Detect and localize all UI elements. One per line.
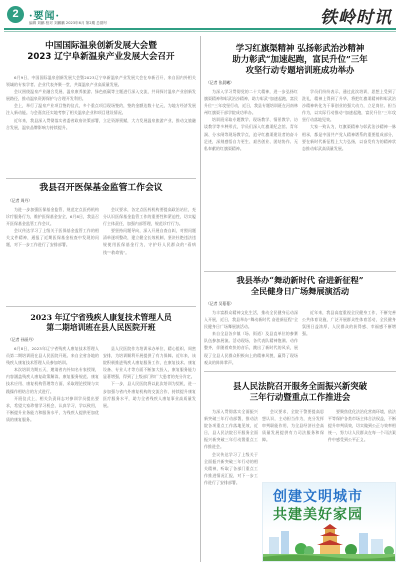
paragraph: 下一步，县人民医院将以此次培训为契机，进一步加强与省内外康复机构的交流合作，持续提升康复医疗服务水平，助力全省残疾人康复事业高质量发展。 xyxy=(103,381,196,408)
paragraph: 会议要求，全院干警要提高思想认识，主动担当作为，充分发挥审判职能作用，为全县经济社会高质量发展提供有力司法服务和保障。 xyxy=(262,409,324,443)
headline-line-3: 攻坚行动专题培训班成功举办 xyxy=(245,64,355,75)
paragraph: 培训班采取专题教学、现场教学、情景教学、访谈教学等多种形式，学员们深入红旗渠纪念馆、青年洞、分水闸等现场教学点，追寻红旗渠建设者的奋斗足迹，深刻感悟自力更生、艰苦创业、团结协作、无私奉献的红旗渠精神。 xyxy=(204,117,298,151)
newspaper-masthead: 铁岭时讯 xyxy=(320,8,392,28)
paragraph: 要坚持问题导向，深入开展自查自纠，对照问题清单逐项整改，建立健全长效机制，坚决杜绝违法违规使用医保基金行为，守护好人民群众的“看病钱”“救命钱”。 xyxy=(103,228,196,255)
headline-line-1: 学习红旗渠精神 弘扬彰武治沙精神 xyxy=(235,43,365,53)
ad-cityscape-illustration xyxy=(263,523,396,562)
article-separator xyxy=(6,306,196,307)
article-body-court-col3 xyxy=(328,408,396,480)
section-title: ·要闻· xyxy=(29,11,60,22)
headline-line-1: 我县举办“舞动新时代 奋进新征程” xyxy=(236,275,364,285)
paragraph: 为丰富群众精神文化生活，推动全民健身运动深入开展，近日，我县举办“舞动新时代 奋进新征程”全民健身日广场舞展演活动。 xyxy=(204,310,298,330)
headline-line-2: 助力彰武“加速起跑，富民升位”三年 xyxy=(232,53,368,64)
headline-line-2: 第二期培训班在县人民医院开班 xyxy=(46,322,156,332)
article-body-court-col1 xyxy=(204,408,258,559)
article-body-rehab-col1 xyxy=(6,345,99,559)
article-separator xyxy=(204,271,396,272)
paragraph: 来自全县各乡镇（场、街道）及县直单位的参赛队伍参加展演。活动现场，各代表队精神饱满、动作整齐，伴随着欢快的音乐，跳出了新时代的风采，展现了全县人民群众积极向上的精神风貌，赢得了现场观众的阵阵掌声。 xyxy=(204,331,298,365)
headline-line-1: 中国国际温泉创新发展大会暨 xyxy=(45,41,157,51)
ad-slogan-line-1: 创建文明城市 xyxy=(273,489,363,505)
article-body-dance-col1 xyxy=(204,309,298,366)
headline-line-1: 县人民法院召开服务全面振兴新突破 xyxy=(233,381,367,391)
headline-line-2: 全民健身日广场舞展演活动 xyxy=(250,285,350,296)
article-body-hot-spring xyxy=(6,74,196,173)
article-byline: （记者 周丹） xyxy=(8,198,32,203)
headline-line-1: 2023 年辽宁省残疾人康复技术管理人员 xyxy=(30,313,172,322)
article-body-medical-col1 xyxy=(6,206,99,302)
article-headline-rehab-training[interactable] xyxy=(6,313,196,333)
article-separator xyxy=(6,178,196,179)
ad-slogan-line-2: 共建美好家园 xyxy=(273,507,363,523)
article-byline: （记者 吴蔓蔓） xyxy=(206,301,234,306)
paragraph: 为深入贯彻落实全面振兴新突破三年行动部署，推动法院各项重点工作落地见效，近日，县人民法院召开服务全面振兴新突破三年行动暨重点工作推进会。 xyxy=(204,409,258,450)
paragraph: 会议要求，各定点医药机构要提高政治站位，充分认识医保基金监管工作的重要性和紧迫性，切实履行主体责任，加强内部管理，规范诊疗行为。 xyxy=(103,207,196,227)
paragraph: 大家一致认为，红旗渠精神与彰武治沙精神一脉相承，都是中国共产党人精神谱系的重要组成部分，要在新时代新征程上大力弘扬，以奋发有为的精神状态推动彰武高质量发展。 xyxy=(302,124,396,151)
civilization-city-ad[interactable] xyxy=(262,482,396,562)
page-number-badge: 2 xyxy=(7,6,24,23)
paragraph: 开班仪式上，相关负责同志对参训学员提出要求，希望大家珍惜学习机会，认真学习，学以致用，不断提升业务能力和服务水平，为残疾人提供更加优质的康复服务。 xyxy=(6,395,99,422)
paragraph: 近年来，我县深入贯彻落实省委省政府决策部署，立足资源禀赋，大力发展温泉旅游产业，推动文旅融合发展，温泉品牌影响力持续提升。 xyxy=(6,117,196,130)
article-body-medical-col2 xyxy=(103,206,196,302)
paragraph: 县人民医院作为培训承办单位，精心组织、周密安排，为培训顺利开展提供了有力保障。近年来，该院积极推进残疾人康复服务工作，在康复技术、康复设备、专业人才等方面不断加大投入，康复服务能力显著增强，得到了上级部门和广大患者的充分肯定。 xyxy=(103,346,196,380)
article-headline-court-meeting[interactable] xyxy=(204,381,396,403)
article-body-rehab-col2 xyxy=(103,345,196,559)
paragraph: 会上，举行了温泉产业项目签约仪式，多个重点项目现场签约，签约金额达数十亿元，为地方经济发展注入新动能。与会嘉宾还实地考察了相关温泉企业和项目建设情况。 xyxy=(6,103,196,116)
header-rule xyxy=(4,28,396,30)
paragraph: 6月9日，中国国际温泉创新发展大会暨2023辽宁阜新温泉产业发展大会在阜新召开，来自国内外相关领域的专家学者、企业代表齐聚一堂，共谋温泉产业高质量发展。 xyxy=(6,75,196,88)
paragraph: 6月8日，2023年辽宁省残疾人康复技术管理人员第二期培训班在县人民医院开班。来自全省各地的残疾人康复技术管理人员参加培训。 xyxy=(6,346,99,366)
headline-line-1: 我县召开医保基金监管工作会议 xyxy=(39,183,163,193)
issue-date-line: 编辑 刘鹏 校对 刘鹏鹏 2023年6月 第2期 总期号 xyxy=(29,21,108,25)
article-headline-red-flag-canal[interactable] xyxy=(204,43,396,76)
article-byline: （记者 孙丽丹） xyxy=(8,337,36,342)
paragraph: 本次培训为期五天，邀请省内外知名专家授课，内容涵盖残疾人康复政策解读、康复服务规范、康复技术应用、康复机构管理等方面，采取理论授课与实践操作相结合的方式进行。 xyxy=(6,367,99,394)
article-body-dance-col2 xyxy=(302,309,396,366)
article-headline-square-dance[interactable] xyxy=(204,275,396,296)
article-body-canal-col2 xyxy=(302,88,396,266)
paragraph: 会议传达学习了上级关于全面振兴新突破三年行动的相关精神，听取了各部门重点工作推进情况汇报，对下一步工作进行了安排部署。 xyxy=(204,451,258,485)
page-header xyxy=(0,0,400,32)
headline-line-2: 2023 辽宁阜新温泉产业发展大会召开 xyxy=(27,52,175,62)
paragraph: 会议传达学习了上级关于医保基金监管工作的相关文件精神，通报了近期医保基金检查中发现的问题，对下一步工作进行了安排部署。 xyxy=(6,228,99,248)
header-rule-thin xyxy=(4,31,396,32)
article-body-canal-col1 xyxy=(204,88,298,266)
article-separator xyxy=(204,371,396,372)
paragraph: 为进一步加强医保基金监管，规范定点医药机构诊疗服务行为，维护医保基金安全，6月8日，我县召开医保基金监管工作会议。 xyxy=(6,207,99,227)
paragraph: 近年来，我县高度重视全民健身工作，不断完善公共体育设施，广泛开展群众性体育活动，全民健身氛围日益浓厚，人民群众的获得感、幸福感不断增强。 xyxy=(302,310,396,337)
article-headline-medical-insurance[interactable] xyxy=(6,183,196,194)
article-body-court-col2 xyxy=(262,408,324,480)
article-byline: （记者 张晨曦） xyxy=(206,80,234,85)
paragraph: 会议围绕温泉产业融合发展、温泉康养旅游、绿色低碳等主题进行深入交流，共同探讨温泉产业创新发展路径，推动温泉资源保护与合理开发利用。 xyxy=(6,89,196,102)
headline-line-2: 三年行动暨重点工作推进会 xyxy=(249,391,351,402)
column-divider xyxy=(200,36,201,562)
paragraph: 学员们纷纷表示，通过此次培训，思想上受到了洗礼，精神上得到了升华，将把红旗渠精神和彰武治沙精神转化为干事创业的强大动力，立足岗位、担当作为，以实际行动推动“加速起跑，富民升位”三年攻坚行动落地见效。 xyxy=(302,89,396,123)
article-headline-hot-spring[interactable] xyxy=(6,41,196,63)
paragraph: 为深入学习贯彻党的二十大精神，进一步弘扬红旗渠精神和彰武治沙精神，助力彰武“加速起跑，富民升位”三年攻坚行动，近日，我县专题培训班在河南林州红旗渠干部学院成功举办。 xyxy=(204,89,298,116)
paragraph: 要聚焦优化法治化营商环境，依法平等保护各类市场主体合法权益，不断提升审判质效，切实做到公正与效率相统一，努力让人民群众在每一个司法案件中感受到公平正义。 xyxy=(328,409,396,443)
